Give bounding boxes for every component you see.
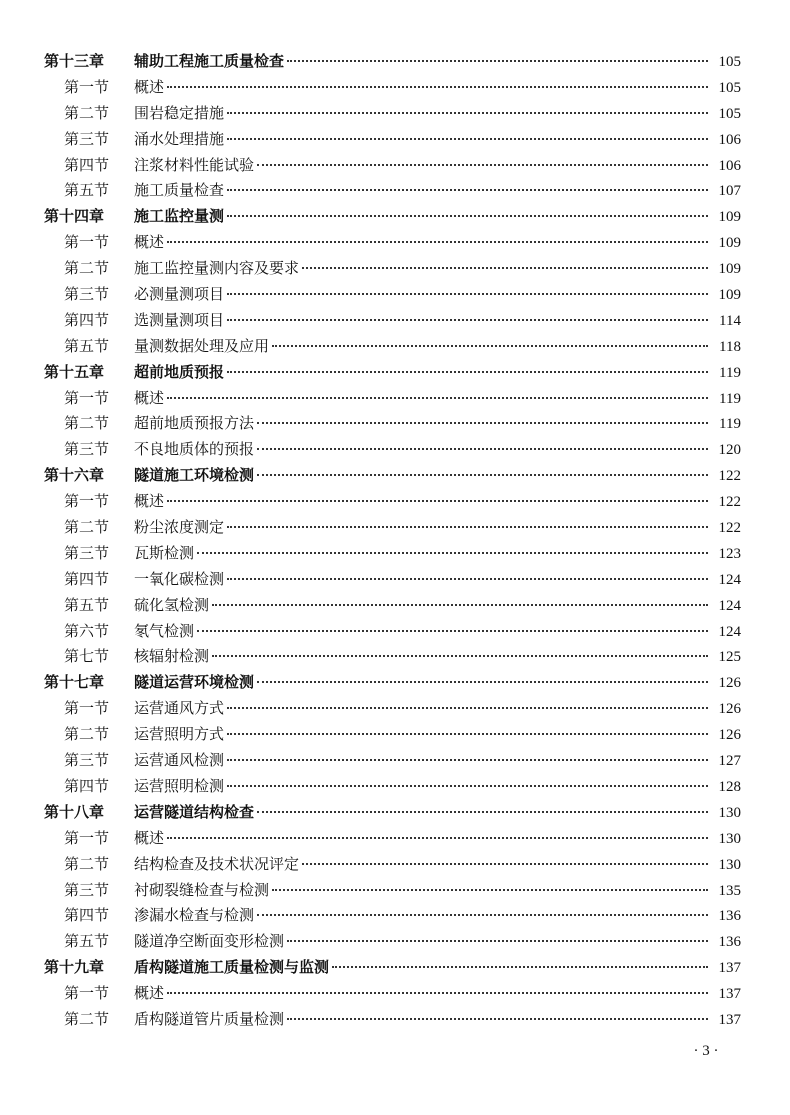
dot-leader: [167, 241, 708, 243]
dot-leader: [287, 60, 708, 62]
toc-chapter-row: [44, 955, 741, 981]
toc-entry-page: 137: [718, 986, 741, 1003]
toc-entry-label: 第二节: [64, 414, 110, 433]
toc-section-row: [44, 515, 741, 541]
toc-entry-label: 第一节: [64, 388, 110, 407]
toc-entry-page: 126: [718, 727, 741, 744]
toc-entry-label: 第三节: [64, 880, 110, 899]
toc-section-row: [44, 308, 741, 334]
toc-entry-label: 第四节: [64, 569, 110, 588]
toc-entry-page: 105: [718, 54, 741, 70]
dot-leader: [332, 966, 708, 968]
toc-entry-page: 126: [718, 701, 741, 718]
toc-entry-page: 122: [718, 494, 741, 511]
toc-section-row: [44, 230, 741, 256]
toc-section-row: [44, 541, 741, 567]
toc-section-row: [44, 826, 741, 852]
toc-section-row: [44, 75, 741, 101]
toc-section-row: [44, 852, 741, 878]
dot-leader: [257, 164, 708, 166]
toc-entry-title: 隧道运营环境检测: [134, 673, 255, 692]
toc-entry-page: 114: [719, 312, 741, 329]
toc-entry-label: 第四节: [64, 906, 110, 925]
toc-entry-label: 第三节: [64, 285, 110, 304]
toc-entry-label: 第三节: [64, 440, 110, 459]
toc-entry-label: 第二节: [64, 259, 110, 278]
toc-section-row: [44, 619, 741, 645]
dot-leader: [227, 785, 708, 787]
toc-entry-title: 选测量测项目: [134, 310, 225, 329]
toc-entry-title: 辅助工程施工质量检查: [134, 52, 285, 70]
toc-section-row: [44, 593, 741, 619]
toc-section-row: [44, 903, 741, 929]
toc-section-row: [44, 644, 741, 670]
toc-entry-page: 122: [718, 468, 741, 485]
dot-leader: [227, 733, 708, 735]
toc-section-row: [44, 282, 741, 308]
toc-entry-title: 运营照明检测: [134, 776, 225, 795]
toc-entry-title: 涌水处理措施: [134, 129, 225, 148]
dot-leader: [227, 759, 708, 761]
toc-entry-title: 渗漏水检查与检测: [134, 906, 255, 925]
dot-leader: [287, 940, 708, 942]
toc-entry-title: 粉尘浓度测定: [134, 518, 225, 537]
toc-entry-label: 第十九章: [44, 958, 105, 977]
toc-entry-title: 概述: [134, 233, 165, 252]
toc-entry-title: 概述: [134, 77, 165, 96]
toc-entry-page: 109: [718, 235, 741, 252]
dot-leader: [167, 992, 708, 994]
toc-entry-title: 盾构隧道管片质量检测: [134, 1009, 285, 1028]
toc-section-row: [44, 411, 741, 437]
toc-entry-label: 第十八章: [44, 802, 105, 821]
toc-entry-page: 122: [718, 520, 741, 537]
toc-entry-title: 必测量测项目: [134, 285, 225, 304]
dot-leader: [287, 1018, 708, 1020]
toc-entry-label: 第一节: [64, 984, 110, 1003]
toc-entry-label: 第一节: [64, 77, 110, 96]
toc-entry-title: 运营通风方式: [134, 699, 225, 718]
toc-chapter-row: [44, 670, 741, 696]
toc-entry-title: 概述: [134, 492, 165, 511]
toc-entry-title: 隧道净空断面变形检测: [134, 932, 285, 951]
toc-section-row: [44, 748, 741, 774]
toc-entry-title: 盾构隧道施工质量检测与监测: [134, 958, 330, 977]
dot-leader: [227, 138, 708, 140]
toc-chapter-row: [44, 463, 741, 489]
toc-section-row: [44, 981, 741, 1007]
toc-entry-page: 109: [718, 287, 741, 304]
dot-leader: [257, 448, 708, 450]
toc-entry-label: 第五节: [64, 932, 110, 951]
toc-entry-title: 概述: [134, 828, 165, 847]
toc-entry-title: 隧道施工环境检测: [134, 466, 255, 485]
toc-entry-label: 第一节: [64, 233, 110, 252]
toc-section-row: [44, 878, 741, 904]
toc-entry-page: 105: [718, 105, 741, 122]
toc-entry-title: 氡气检测: [134, 621, 195, 640]
toc-section-row: [44, 101, 741, 127]
toc-chapter-row: [44, 204, 741, 230]
dot-leader: [257, 474, 708, 476]
dot-leader: [227, 526, 708, 528]
toc-entry-label: 第一节: [64, 699, 110, 718]
toc-entry-label: 第十四章: [44, 207, 105, 226]
toc-entry-page: 128: [718, 778, 741, 795]
toc-entry-label: 第五节: [64, 595, 110, 614]
toc-section-row: [44, 696, 741, 722]
dot-leader: [227, 707, 708, 709]
toc-entry-label: 第四节: [64, 310, 110, 329]
dot-leader: [197, 630, 708, 632]
toc-entry-title: 衬砌裂缝检查与检测: [134, 880, 270, 899]
toc-entry-label: 第十六章: [44, 466, 105, 485]
toc-entry-label: 第五节: [64, 181, 110, 200]
dot-leader: [167, 86, 708, 88]
toc-entry-title: 围岩稳定措施: [134, 103, 225, 122]
toc-entry-label: 第四节: [64, 776, 110, 795]
toc-entry-label: 第五节: [64, 336, 110, 355]
toc-entry-page: 126: [718, 675, 741, 692]
toc-entry-label: 第十五章: [44, 362, 105, 381]
dot-leader: [227, 293, 708, 295]
toc-entry-page: 136: [718, 908, 741, 925]
toc-entry-page: 127: [718, 753, 741, 770]
toc-section-row: [44, 153, 741, 179]
toc-chapter-row: [44, 800, 741, 826]
toc-entry-label: 第二节: [64, 1009, 110, 1028]
toc-chapter-row: [44, 49, 741, 75]
toc-entry-title: 核辐射检测: [134, 647, 210, 666]
toc-entry-label: 第一节: [64, 828, 110, 847]
toc-section-row: [44, 256, 741, 282]
toc-entry-page: 137: [718, 1011, 741, 1028]
dot-leader: [272, 889, 708, 891]
dot-leader: [227, 215, 708, 217]
toc-section-row: [44, 722, 741, 748]
toc-entry-title: 一氧化碳检测: [134, 569, 225, 588]
toc-entry-page: 119: [719, 416, 741, 433]
toc-entry-page: 109: [718, 261, 741, 278]
toc-entry-label: 第十三章: [44, 52, 105, 70]
toc-entry-title: 注浆材料性能试验: [134, 155, 255, 174]
toc-entry-page: 124: [718, 597, 741, 614]
dot-leader: [257, 811, 708, 813]
toc-entry-page: 137: [718, 960, 741, 977]
dot-leader: [227, 319, 708, 321]
toc-entry-page: 130: [718, 856, 741, 873]
toc-entry-page: 106: [718, 157, 741, 174]
toc-entry-label: 第四节: [64, 155, 110, 174]
toc-entry-page: 123: [718, 545, 741, 562]
toc-section-row: [44, 929, 741, 955]
dot-leader: [167, 500, 708, 502]
dot-leader: [302, 863, 708, 865]
dot-leader: [197, 552, 708, 554]
toc-entry-label: 第二节: [64, 518, 110, 537]
toc-entry-label: 第二节: [64, 103, 110, 122]
toc-section-row: [44, 489, 741, 515]
toc-entry-label: 第三节: [64, 543, 110, 562]
dot-leader: [302, 267, 708, 269]
toc-entry-page: 119: [719, 364, 741, 381]
toc-entry-title: 硫化氢检测: [134, 595, 210, 614]
dot-leader: [257, 681, 708, 683]
toc-entry-title: 概述: [134, 984, 165, 1003]
toc-entry-title: 运营照明方式: [134, 725, 225, 744]
toc-section-row: [44, 334, 741, 360]
toc-entry-title: 超前地质预报: [134, 362, 225, 381]
dot-leader: [257, 422, 708, 424]
toc-entry-page: 136: [718, 934, 741, 951]
toc-entry-page: 135: [718, 882, 741, 899]
toc-entry-title: 运营隧道结构检查: [134, 802, 255, 821]
dot-leader: [167, 397, 708, 399]
toc-entry-page: 125: [718, 649, 741, 666]
toc-entry-page: 124: [718, 623, 741, 640]
toc-entry-title: 结构检查及技术状况评定: [134, 854, 300, 873]
toc-chapter-row: [44, 360, 741, 386]
toc-entry-label: 第七节: [64, 647, 110, 666]
toc-section-row: [44, 567, 741, 593]
toc-entry-label: 第十七章: [44, 673, 105, 692]
toc-entry-title: 运营通风检测: [134, 751, 225, 770]
dot-leader: [257, 914, 708, 916]
toc-entry-page: 130: [718, 830, 741, 847]
toc-entry-title: 瓦斯检测: [134, 543, 195, 562]
toc-entry-title: 不良地质体的预报: [134, 440, 255, 459]
toc-entry-page: 118: [719, 338, 741, 355]
toc-entry-page: 130: [718, 804, 741, 821]
toc-entry-title: 超前地质预报方法: [134, 414, 255, 433]
toc-entry-page: 106: [718, 131, 741, 148]
toc-section-row: [44, 774, 741, 800]
toc-entry-page: 105: [718, 79, 741, 96]
dot-leader: [272, 345, 708, 347]
toc-entry-page: 107: [718, 183, 741, 200]
dot-leader: [212, 655, 708, 657]
page-number: · 3 ·: [693, 1043, 719, 1059]
dot-leader: [212, 604, 708, 606]
toc-entry-page: 120: [718, 442, 741, 459]
toc-section-row: [44, 178, 741, 204]
toc-section-row: [44, 1007, 741, 1033]
toc-section-row: [44, 386, 741, 412]
toc-entry-label: 第六节: [64, 621, 110, 640]
toc-entry-title: 概述: [134, 388, 165, 407]
toc-entry-label: 第二节: [64, 725, 110, 744]
toc-section-row: [44, 437, 741, 463]
dot-leader: [227, 189, 708, 191]
toc-entry-title: 量测数据处理及应用: [134, 336, 270, 355]
dot-leader: [227, 371, 708, 373]
toc-entry-label: 第三节: [64, 129, 110, 148]
dot-leader: [167, 837, 708, 839]
toc-entry-page: 124: [718, 571, 741, 588]
toc-entry-label: 第一节: [64, 492, 110, 511]
toc-entry-page: 109: [718, 209, 741, 226]
toc-entry-label: 第三节: [64, 751, 110, 770]
dot-leader: [227, 578, 708, 580]
table-of-contents: [44, 49, 741, 1033]
toc-entry-title: 施工监控量测内容及要求: [134, 259, 300, 278]
toc-entry-page: 119: [719, 390, 741, 407]
toc-entry-label: 第二节: [64, 854, 110, 873]
dot-leader: [227, 112, 708, 114]
toc-entry-title: 施工监控量测: [134, 207, 225, 226]
toc-section-row: [44, 127, 741, 153]
toc-entry-title: 施工质量检查: [134, 181, 225, 200]
